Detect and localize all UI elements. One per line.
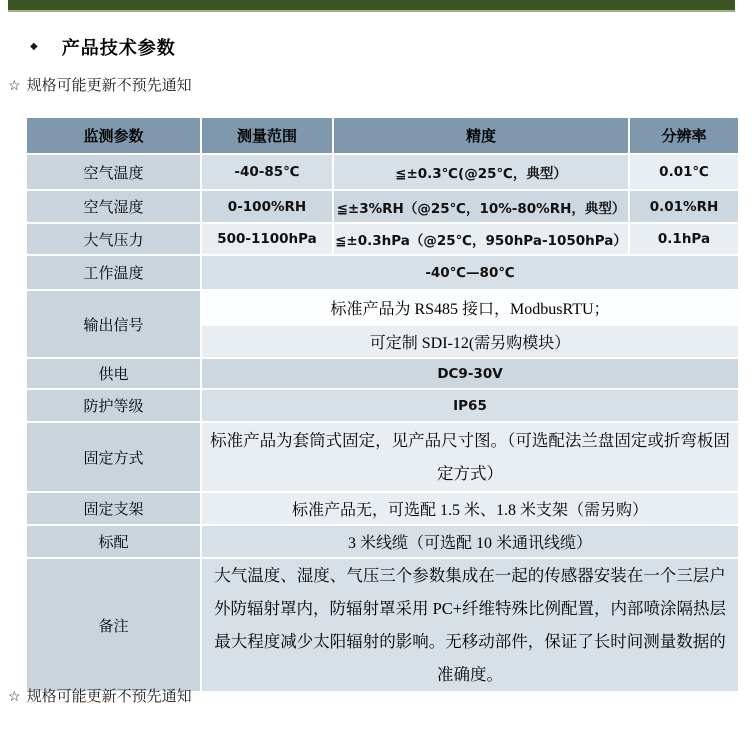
cell-resolution: 0.01%RH (629, 190, 739, 223)
cell-value: 可定制 SDI-12(需另购模块） (201, 325, 739, 358)
spec-note-top (8, 74, 192, 95)
cell-param: 供电 (26, 358, 201, 389)
header-param: 监测参数 (26, 117, 201, 154)
cell-param: 固定方式 (26, 422, 201, 492)
cell-param: 标配 (26, 525, 201, 558)
spec-note-bottom (8, 685, 192, 706)
cell-accuracy: ≦±0.3℃(@25℃，典型） (333, 154, 629, 190)
table-row (26, 358, 739, 389)
table-row (26, 389, 739, 422)
table-row (26, 525, 739, 558)
cell-value: 标准产品无，可选配 1.5 米、1.8 米支架（需另购） (201, 492, 739, 525)
top-banner (8, 0, 735, 12)
cell-resolution: 0.1hPa (629, 223, 739, 255)
header-accuracy: 精度 (333, 117, 629, 154)
table-row (26, 492, 739, 525)
table-row (26, 290, 739, 325)
cell-param: 备注 (26, 558, 201, 692)
page-title: 产品技术参数 (61, 38, 176, 58)
cell-param: 输出信号 (26, 290, 201, 358)
table-header-row (26, 117, 739, 154)
spec-note-top-text: 规格可能更新不预先通知 (26, 78, 192, 94)
title-row (30, 34, 176, 60)
cell-param: 工作温度 (26, 255, 201, 290)
table-row (26, 255, 739, 290)
cell-accuracy: ≦±3%RH（@25℃，10%-80%RH，典型） (333, 190, 629, 223)
cell-range: -40-85℃ (201, 154, 333, 190)
cell-param: 空气温度 (26, 154, 201, 190)
header-range: 测量范围 (201, 117, 333, 154)
star-icon: ☆ (8, 79, 21, 94)
cell-value: 标准产品为套筒式固定，见产品尺寸图。（可选配法兰盘固定或折弯板固定方式） (201, 422, 739, 492)
cell-range: 0-100%RH (201, 190, 333, 223)
spec-note-bottom-text: 规格可能更新不预先通知 (26, 689, 192, 705)
table-row (26, 223, 739, 255)
cell-param: 防护等级 (26, 389, 201, 422)
table-row (26, 422, 739, 492)
cell-param: 空气湿度 (26, 190, 201, 223)
cell-value: 大气温度、湿度、气压三个参数集成在一起的传感器安装在一个三层户外防辐射罩内，防辐射罩采用 PC+纤维特殊比例配置，内部喷涂隔热层最大程度减少太阳辐射的影响。无移动部件，保证了长时间测量数据的准确度。 (201, 558, 739, 692)
cell-param: 固定支架 (26, 492, 201, 525)
star-icon: ☆ (8, 690, 21, 705)
table-row (26, 190, 739, 223)
cell-accuracy: ≦±0.3hPa（@25℃，950hPa-1050hPa） (333, 223, 629, 255)
cell-value: DC9-30V (201, 358, 739, 389)
table-row (26, 558, 739, 692)
cell-resolution: 0.01℃ (629, 154, 739, 190)
cell-value: 3 米线缆（可选配 10 米通讯线缆） (201, 525, 739, 558)
cell-param: 大气压力 (26, 223, 201, 255)
cell-value: -40℃—80℃ (201, 255, 739, 290)
cell-value: IP65 (201, 389, 739, 422)
spec-table (25, 116, 740, 693)
cell-value: 标准产品为 RS485 接口，ModbusRTU； (201, 290, 739, 325)
header-resolution: 分辨率 (629, 117, 739, 154)
diamond-bullet-icon: ◆ (30, 41, 38, 52)
table-row (26, 154, 739, 190)
cell-range: 500-1100hPa (201, 223, 333, 255)
